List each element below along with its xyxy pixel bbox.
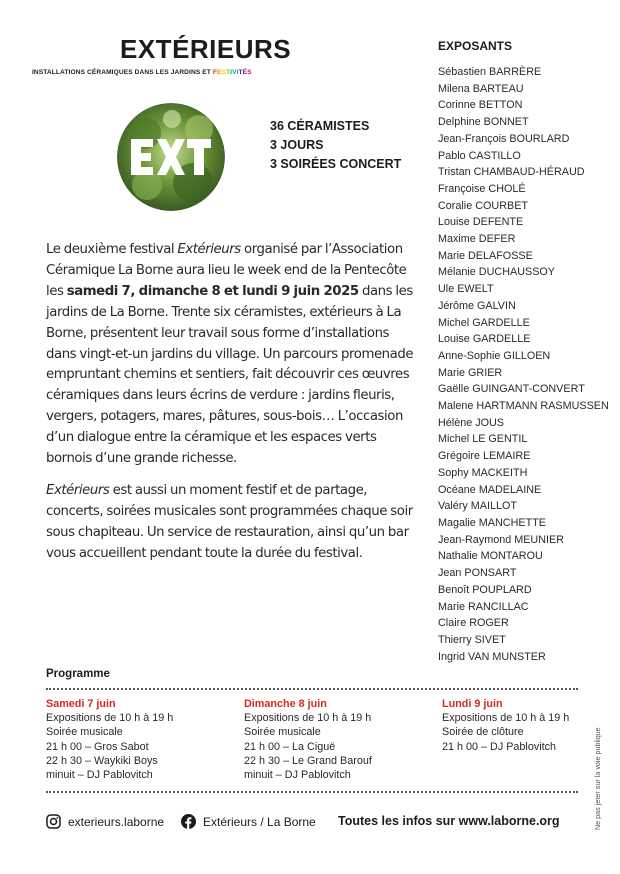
festive-letter: V: [232, 69, 237, 76]
footer-facebook[interactable]: [181, 814, 316, 829]
exhibitor-name: Malene HARTMANN RASMUSSEN: [438, 400, 609, 413]
festive-letter: T: [225, 69, 231, 76]
headline: [270, 117, 401, 174]
exhibitor-name: Delphine BONNET: [438, 116, 529, 129]
exhibitor-name: Grégoire LEMAIRE: [438, 450, 531, 463]
program-line: Soirée de clôture: [442, 726, 524, 739]
program-line: 21 h 00 – La Ciguë: [244, 740, 336, 753]
program-line: minuit – DJ Pablovitch: [244, 769, 351, 782]
festive-letter: T: [238, 69, 243, 76]
subtitle-text: INSTALLATIONS CÉRAMIQUES DANS LES JARDINS ET: [32, 69, 213, 76]
program-day-name: Lundi 9 juin: [442, 698, 503, 710]
festive-letter: S: [247, 69, 252, 76]
festive-letter: F: [212, 69, 217, 76]
footer-instagram[interactable]: [46, 814, 164, 829]
exhibitor-name: Valéry MAILLOT: [438, 500, 517, 513]
logo-graphic: [117, 103, 225, 211]
program-divider-bottom: [46, 791, 578, 793]
program-line: minuit – DJ Pablovitch: [46, 769, 153, 782]
program-day-name: Samedi 7 juin: [46, 698, 116, 710]
exhibitor-name: Ingrid VAN MUNSTER: [438, 650, 546, 663]
exhibitor-name: Sophy MACKEITH: [438, 466, 528, 479]
exhibitor-name: Jérôme GALVIN: [438, 299, 516, 312]
exhibitor-name: Françoise CHOLÉ: [438, 182, 526, 195]
festival-subtitle: [32, 69, 252, 76]
program-line: Expositions de 10 h à 19 h: [244, 712, 372, 725]
exhibitor-name: Louise GARDELLE: [438, 333, 531, 346]
program-day-name: Dimanche 8 juin: [244, 698, 327, 710]
program-line: 22 h 30 – Waykiki Boys: [46, 754, 158, 767]
festival-title: EXTÉRIEURS: [120, 34, 292, 64]
exhibitor-name: Louise DEFENTE: [438, 216, 524, 229]
exhibitor-name: Maxime DEFER: [438, 233, 516, 246]
program-line: 22 h 30 – Le Grand Barouf: [244, 754, 372, 767]
exhibitor-name: Nathalie MONTAROU: [438, 550, 543, 563]
program-line: Soirée musicale: [244, 726, 321, 739]
program-divider-top: [46, 688, 578, 690]
program-line: 21 h 00 – Gros Sabot: [46, 740, 149, 753]
exhibitor-name: Jean-Raymond MEUNIER: [438, 533, 565, 546]
exhibitor-name: Pablo CASTILLO: [438, 149, 521, 162]
festive-letter: E: [216, 69, 222, 76]
exhibitor-name: Ule EWELT: [438, 283, 494, 296]
festive-letter: I: [230, 69, 233, 76]
festive-letter: É: [242, 69, 248, 76]
exhibitor-name: Magalie MANCHETTE: [438, 516, 546, 529]
program-title: Programme: [46, 668, 110, 680]
festive-letter: S: [221, 69, 226, 76]
exhibitor-name: Sébastien BARRÈRE: [438, 66, 542, 78]
festival-description: [46, 240, 418, 565]
program-line: Expositions de 10 h à 19 h: [46, 712, 174, 725]
recycling-note: Ne pas jeter sur la voie publique: [593, 727, 602, 830]
exhibitor-name: Hélène JOUS: [438, 416, 505, 429]
exhibitors-title: EXPOSANTS: [438, 39, 513, 53]
exhibitor-name: Océane MADELAINE: [438, 483, 542, 496]
exhibitor-name: Corinne BETTON: [438, 99, 523, 112]
exhibitor-name: Milena BARTEAU: [438, 82, 524, 95]
exhibitor-name: Anne-Sophie GILLOEN: [438, 349, 551, 362]
festive-letter: I: [236, 69, 239, 76]
exhibitor-name: Marie DELAFOSSE: [438, 249, 533, 262]
exhibitor-name: Marie GRIER: [438, 366, 503, 379]
facebook-icon: [181, 814, 196, 829]
subtitle-festive-word: [213, 69, 252, 76]
description-paragraph-1: Le deuxième festival Extérieurs organisé par l’Association Céramique La Borne aura lieu le week end de la Pentecôte les samedi 7, dimanche 8 et lundi 9 juin 2025 dans les jardins de La Borne. Trente six céramistes, extérieurs à La Borne, présentent leur travail sous forme d’installations dans vingt-et-un jardins du village. Un parcours promenade empruntant chemins et sentiers, fait découvrir ces œuvres céramiques dans leurs écrins de verdure : jardins fleuris, vergers, potagers, mares, pâtures, sous-bois… L’occasion d’un dialogue entre la céramique et les espaces verts bornois d’une grande richesse.: [46, 242, 414, 467]
exhibitor-name: Michel LE GENTIL: [438, 433, 528, 446]
description-paragraph-2: Extérieurs est aussi un moment festif et de partage, concerts, soirées musicales sont programmées chaque soir sous chapiteau. Un service de restauration, ainsi qu’un bar vous accueillent pendant toute la durée du festival.: [46, 482, 413, 561]
exhibitors-list: [438, 64, 609, 665]
facebook-page: Extérieurs / La Borne: [203, 814, 316, 829]
headline-ceramists: 36 CÉRAMISTES: [270, 119, 370, 133]
instagram-handle: exterieurs.laborne: [68, 814, 165, 829]
exhibitor-name: Mélanie DUCHAUSSOY: [438, 266, 555, 279]
exhibitor-name: Jean-François BOURLARD: [438, 132, 570, 145]
exhibitor-name: Marie RANCILLAC: [438, 600, 529, 613]
program-day-monday: [442, 697, 569, 754]
exhibitor-name: Tristan CHAMBAUD-HÉRAUD: [438, 166, 585, 179]
headline-concerts: 3 SOIRÉES CONCERT: [270, 157, 402, 171]
footer-website[interactable]: Toutes les infos sur www.laborne.org: [338, 814, 560, 828]
headline-days: 3 JOURS: [270, 138, 324, 152]
program-day-saturday: [46, 697, 173, 782]
exhibitor-name: Michel GARDELLE: [438, 316, 530, 329]
festival-logo: [117, 103, 225, 211]
exhibitor-name: Coralie COURBET: [438, 199, 528, 212]
instagram-icon: [46, 814, 61, 829]
program-day-sunday: [244, 697, 372, 782]
exhibitor-name: Benoît POUPLARD: [438, 583, 532, 596]
program-line: Soirée musicale: [46, 726, 123, 739]
exhibitor-name: Claire ROGER: [438, 617, 509, 630]
exhibitor-name: Gaëlle GUINGANT-CONVERT: [438, 383, 585, 396]
exhibitor-name: Thierry SIVET: [438, 633, 506, 646]
program-line: 21 h 00 – DJ Pablovitch: [442, 740, 557, 753]
exhibitor-name: Jean PONSART: [438, 567, 517, 580]
program-line: Expositions de 10 h à 19 h: [442, 712, 570, 725]
